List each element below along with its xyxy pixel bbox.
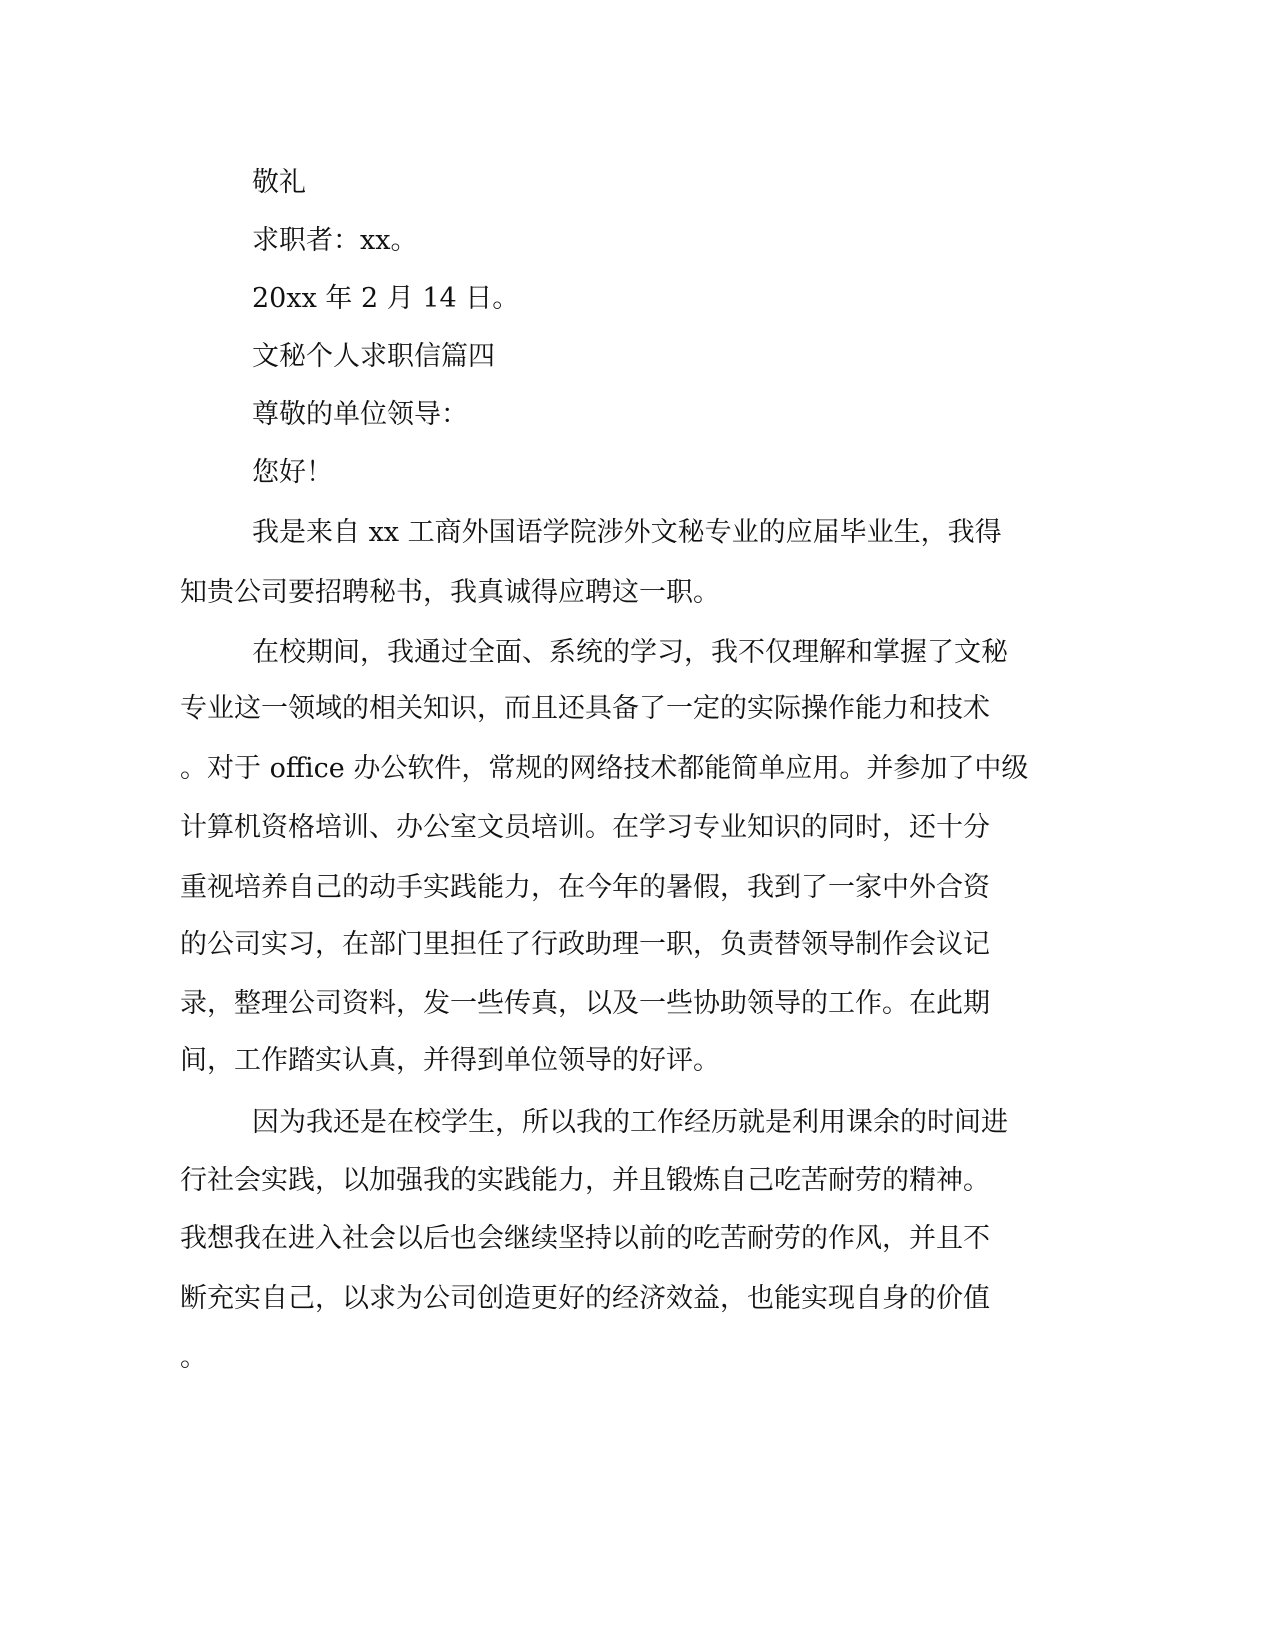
signer-line: 求职者：xx。 (252, 225, 418, 256)
paragraph1-line: 我是来自 xx 工商外国语学院涉外文秘专业的应届毕业生，我得 (252, 517, 1002, 548)
paragraph3-line: 断充实自己，以求为公司创造更好的经济效益，也能实现自身的价值 (180, 1283, 990, 1314)
paragraph2-line: 专业这一领域的相关知识，而且还具备了一定的实际操作能力和技术 (180, 693, 990, 724)
paragraph2-line: 的公司实习，在部门里担任了行政助理一职，负责替领导制作会议记 (180, 929, 990, 960)
paragraph2-line: 在校期间，我通过全面、系统的学习，我不仅理解和掌握了文秘 (252, 637, 1008, 668)
paragraph2-line: 间，工作踏实认真，并得到单位领导的好评。 (180, 1045, 720, 1076)
closing-line: 敬礼 (252, 167, 306, 198)
paragraph1-line: 知贵公司要招聘秘书，我真诚得应聘这一职。 (180, 577, 720, 608)
paragraph2-line: 。对于 office 办公软件，常规的网络技术都能简单应用。并参加了中级 (180, 753, 1029, 784)
salutation-line: 尊敬的单位领导： (252, 399, 468, 430)
section-title: 文秘个人求职信篇四 (252, 341, 495, 372)
paragraph2-line: 录，整理公司资料，发一些传真，以及一些协助领导的工作。在此期 (180, 988, 990, 1019)
paragraph3-line: 。 (180, 1342, 207, 1373)
paragraph2-line: 计算机资格培训、办公室文员培训。在学习专业知识的同时，还十分 (180, 812, 990, 843)
paragraph3-line: 行社会实践，以加强我的实践能力，并且锻炼自己吃苦耐劳的精神。 (180, 1165, 990, 1196)
paragraph3-line: 我想我在进入社会以后也会继续坚持以前的吃苦耐劳的作风，并且不 (180, 1223, 990, 1254)
paragraph3-line: 因为我还是在校学生，所以我的工作经历就是利用课余的时间进 (252, 1107, 1008, 1138)
date-line: 20xx 年 2 月 14 日。 (252, 283, 520, 314)
paragraph2-line: 重视培养自己的动手实践能力，在今年的暑假，我到了一家中外合资 (180, 872, 990, 903)
greeting-line: 您好！ (252, 457, 333, 488)
